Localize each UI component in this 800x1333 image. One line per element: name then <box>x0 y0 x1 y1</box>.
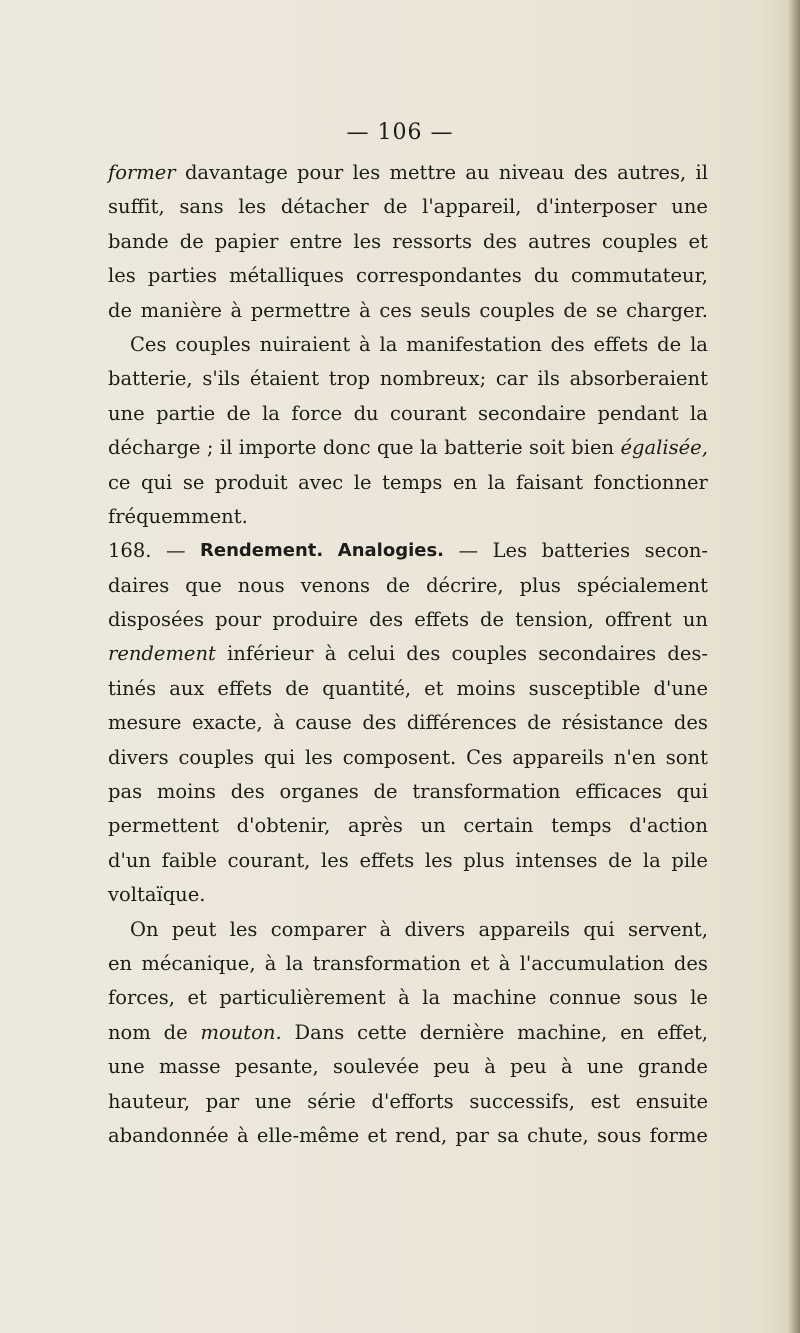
word: la <box>422 986 441 1010</box>
word: que <box>376 436 414 460</box>
word: fonctionner <box>593 470 708 494</box>
word: plus <box>463 848 505 872</box>
word: trop <box>328 367 371 391</box>
word: pile <box>671 848 708 872</box>
word: du <box>533 264 559 288</box>
word: de <box>179 229 204 253</box>
text-line <box>108 569 708 603</box>
section-heading-word: Rendement. <box>200 540 324 562</box>
word: une <box>108 401 145 425</box>
italic-word: rendement <box>108 642 216 666</box>
word: et <box>470 951 490 975</box>
text-line <box>108 1016 708 1050</box>
word: une <box>671 195 708 219</box>
word: nombreux; <box>379 367 487 391</box>
word: en <box>452 470 478 494</box>
word: offrent <box>604 608 672 632</box>
word: efficaces <box>575 780 662 804</box>
word: couples <box>479 298 555 322</box>
word: pour <box>297 161 344 184</box>
word: le <box>353 470 372 494</box>
word: de <box>226 401 251 425</box>
word: connue <box>549 986 621 1010</box>
page-number: — 106 — <box>346 120 454 145</box>
word: nuiraient <box>259 332 351 356</box>
word: disposées <box>108 608 205 632</box>
word: appareils <box>512 745 604 769</box>
word: de <box>163 1020 188 1044</box>
word: effets <box>217 676 273 700</box>
text-line <box>108 637 708 671</box>
page-edge-shadow <box>788 0 800 1333</box>
word: faible <box>161 848 217 872</box>
word: après <box>347 814 403 838</box>
word: il <box>219 436 233 460</box>
word: susceptible <box>528 676 641 700</box>
word: nom <box>108 1020 151 1044</box>
word: batterie, <box>108 367 193 391</box>
word: ensuite <box>635 1089 708 1113</box>
word: s'ils <box>202 367 241 391</box>
word: à <box>359 332 371 356</box>
word: secondaires <box>538 642 657 666</box>
word: sont <box>665 745 708 769</box>
word: organes <box>279 780 359 804</box>
text-line <box>108 190 708 224</box>
word: ils <box>537 367 560 391</box>
word: d'obtenir, <box>236 814 331 838</box>
italic-word: égalisée, <box>620 436 708 460</box>
word: l'appareil, <box>422 195 522 219</box>
word: décharge <box>108 436 201 460</box>
word: effets <box>593 332 649 356</box>
word: de <box>373 780 398 804</box>
word: sous <box>597 1123 642 1147</box>
word: soit <box>529 436 565 460</box>
word: tension, <box>515 608 594 632</box>
text-line <box>108 672 708 706</box>
word: spécialement <box>576 573 708 597</box>
word: de <box>285 676 310 700</box>
word: bien <box>571 436 615 460</box>
word: cause <box>295 711 352 735</box>
word: peut <box>171 917 217 941</box>
word: secondaire <box>478 401 587 425</box>
word: une <box>108 1055 145 1079</box>
text-line <box>108 844 708 878</box>
word: série <box>307 1089 356 1113</box>
word: soulevée <box>332 1055 420 1079</box>
word: intenses <box>515 848 598 872</box>
word: se <box>182 470 205 494</box>
word: à <box>498 951 511 975</box>
word: les <box>321 848 349 872</box>
word: à <box>379 917 392 941</box>
word: des <box>362 711 397 735</box>
word: autres, <box>617 161 687 184</box>
word: des- <box>667 642 708 666</box>
word: masse <box>158 1055 221 1079</box>
word: celui <box>347 642 396 666</box>
word: des <box>573 161 608 184</box>
word: faisant <box>516 470 584 494</box>
word: ces <box>379 298 412 322</box>
word: métalliques <box>229 264 344 288</box>
word: les <box>424 848 453 872</box>
word: couples <box>601 229 678 253</box>
word: est <box>590 1089 621 1113</box>
word: et <box>424 676 444 700</box>
word: et <box>367 1123 387 1147</box>
word: ; <box>206 436 214 460</box>
word: transformation <box>412 780 561 804</box>
word: — <box>458 539 479 563</box>
italic-word: mouton. <box>200 1020 282 1044</box>
word: qui <box>141 470 173 494</box>
word: manifestation <box>406 332 542 356</box>
word: On <box>130 917 159 941</box>
word: transformation <box>312 951 461 975</box>
word: bande <box>108 229 169 253</box>
text-line <box>108 1119 708 1153</box>
word: venons <box>300 573 371 597</box>
word: davantage <box>184 161 288 184</box>
section-heading-word: Analogies. <box>337 540 445 562</box>
text-line <box>108 1050 708 1084</box>
word: différences <box>406 711 517 735</box>
word: pas <box>108 780 143 804</box>
word: moins <box>456 676 516 700</box>
text-line <box>108 947 708 981</box>
word: un <box>420 814 446 838</box>
text-line <box>108 431 708 465</box>
word: des <box>673 711 708 735</box>
text-line <box>108 809 708 843</box>
word: temps <box>382 470 443 494</box>
word: de <box>657 332 682 356</box>
word: quantité, <box>322 676 412 700</box>
word: courant <box>390 401 467 425</box>
word: qui <box>263 745 296 769</box>
text-line <box>108 500 708 534</box>
word: manière <box>140 298 222 322</box>
word: du <box>353 401 379 425</box>
word: pesante, <box>234 1055 319 1079</box>
word: couples <box>451 642 528 666</box>
word: cette <box>357 1020 407 1044</box>
word: aux <box>169 676 205 700</box>
word: la <box>419 436 438 460</box>
word: sous <box>633 986 678 1010</box>
word: 168. <box>108 539 152 563</box>
word: étaient <box>249 367 320 391</box>
word: Ces <box>466 745 503 769</box>
word: la <box>690 401 708 425</box>
body-text <box>108 156 708 1153</box>
word: que <box>185 573 222 597</box>
word: à <box>230 298 243 322</box>
word: secon- <box>644 539 708 563</box>
text-line <box>108 1085 708 1119</box>
word: elle-même <box>256 1123 360 1147</box>
word: à <box>359 298 371 322</box>
word: la <box>487 470 506 494</box>
word: — <box>165 539 186 563</box>
word: ce <box>108 470 131 494</box>
italic-word: former <box>108 161 176 184</box>
word: moins <box>156 780 216 804</box>
word: une <box>254 1089 292 1113</box>
word: entre <box>289 229 343 253</box>
text-line <box>108 466 708 500</box>
word: mettre <box>389 161 457 184</box>
word: qui <box>583 917 615 941</box>
word: les <box>238 195 267 219</box>
text-line <box>108 603 708 637</box>
word: autres <box>528 229 591 253</box>
word: au <box>465 161 490 184</box>
word: et <box>688 229 708 253</box>
word: divers <box>404 917 466 941</box>
word: certain <box>463 814 534 838</box>
word: des <box>673 951 708 975</box>
word: rend, <box>395 1123 448 1147</box>
word: des <box>483 229 518 253</box>
word: Les <box>492 539 528 563</box>
word: forme <box>649 1123 708 1147</box>
word: particulièrement <box>219 986 386 1010</box>
word: successifs, <box>469 1089 575 1113</box>
word: de <box>527 711 552 735</box>
word: donc <box>322 436 371 460</box>
word: Dans <box>294 1020 345 1044</box>
word: d'action <box>629 814 708 838</box>
word: forces, <box>108 986 175 1010</box>
word: peu <box>433 1055 470 1079</box>
word: à <box>484 1055 496 1079</box>
word: exacte, <box>191 711 263 735</box>
word: de <box>563 298 588 322</box>
word: correspondantes <box>356 264 522 288</box>
word: à <box>237 1123 249 1147</box>
word: parties <box>147 264 217 288</box>
word: fréquemment. <box>108 504 248 528</box>
word: seuls <box>420 298 471 322</box>
word: absorberaient <box>569 367 708 391</box>
word: temps <box>551 814 612 838</box>
word: par <box>205 1089 240 1113</box>
word: couples <box>178 745 254 769</box>
word: des <box>406 642 441 666</box>
word: car <box>495 367 528 391</box>
word: pour <box>215 608 262 632</box>
word: mécanique, <box>141 951 256 975</box>
word: le <box>690 986 708 1010</box>
word: Ces <box>130 332 167 356</box>
word: produire <box>272 608 358 632</box>
word: les <box>108 264 136 288</box>
word: se <box>595 298 618 322</box>
word: courant, <box>227 848 311 872</box>
word: composent. <box>342 745 457 769</box>
word: avec <box>298 470 344 494</box>
word: batterie <box>444 436 523 460</box>
word: comparer <box>270 917 367 941</box>
word: nous <box>237 573 285 597</box>
word: voltaïque. <box>108 883 206 907</box>
word: les <box>352 161 381 184</box>
word: grande <box>637 1055 708 1079</box>
word: d'une <box>653 676 708 700</box>
word: d'interposer <box>536 195 657 219</box>
word: couples <box>175 332 251 356</box>
word: servent, <box>627 917 708 941</box>
word: permettre <box>250 298 351 322</box>
text-line <box>108 741 708 775</box>
text-line <box>108 397 708 431</box>
word: les <box>305 745 333 769</box>
word: chute, <box>527 1123 589 1147</box>
word: de <box>108 298 133 322</box>
word: une <box>586 1055 624 1079</box>
word: de <box>608 848 633 872</box>
text-line <box>108 156 708 190</box>
word: des <box>230 780 265 804</box>
word: commutateur, <box>571 264 708 288</box>
word: daires <box>108 573 170 597</box>
word: appareils <box>478 917 570 941</box>
word: plus <box>519 573 561 597</box>
word: d'efforts <box>371 1089 454 1113</box>
word: qui <box>676 780 708 804</box>
word: machine <box>452 986 537 1010</box>
word: produit <box>214 470 288 494</box>
word: effets <box>359 848 415 872</box>
word: effet, <box>657 1020 708 1044</box>
text-line <box>108 706 708 740</box>
word: papier <box>214 229 279 253</box>
word: hauteur, <box>108 1089 191 1113</box>
word: à <box>324 642 337 666</box>
word: permettent <box>108 814 219 838</box>
word: à <box>273 711 285 735</box>
word: à <box>264 951 277 975</box>
word: de <box>383 195 408 219</box>
word: les <box>229 917 258 941</box>
word: effets <box>414 608 469 632</box>
word: charger. <box>626 298 708 322</box>
text-line <box>108 328 708 362</box>
word: l'accumulation <box>519 951 665 975</box>
word: d'un <box>108 848 151 872</box>
word: machine, <box>517 1020 608 1044</box>
text-line <box>108 878 708 912</box>
text-line <box>108 362 708 396</box>
word: inférieur <box>227 642 314 666</box>
word: niveau <box>498 161 565 184</box>
word: par <box>455 1123 489 1147</box>
text-line <box>108 775 708 809</box>
word: des <box>550 332 585 356</box>
text-line <box>108 225 708 259</box>
word: un <box>682 608 708 632</box>
word: en <box>108 951 133 975</box>
text-line <box>108 981 708 1015</box>
word: les <box>353 229 382 253</box>
word: la <box>690 332 708 356</box>
word: de <box>480 608 505 632</box>
word: sans <box>179 195 224 219</box>
word: pendant <box>597 401 679 425</box>
word: force <box>291 401 343 425</box>
text-line <box>108 534 708 568</box>
word: il <box>695 161 708 184</box>
word: suffit, <box>108 195 165 219</box>
word: sa <box>497 1123 519 1147</box>
word: mesure <box>108 711 182 735</box>
word: ressorts <box>392 229 472 253</box>
text-line <box>108 294 708 328</box>
word: n'en <box>613 745 656 769</box>
word: abandonnée <box>108 1123 229 1147</box>
word: tinés <box>108 676 157 700</box>
word: peu <box>510 1055 547 1079</box>
word: des <box>369 608 404 632</box>
word: décrire, <box>426 573 504 597</box>
word: la <box>642 848 661 872</box>
word: divers <box>108 745 169 769</box>
word: résistance <box>561 711 664 735</box>
word: à <box>398 986 410 1010</box>
word: partie <box>156 401 216 425</box>
text-line <box>108 259 708 293</box>
word: importe <box>238 436 317 460</box>
word: la <box>285 951 304 975</box>
word: dernière <box>419 1020 505 1044</box>
word: détacher <box>280 195 369 219</box>
word: à <box>561 1055 573 1079</box>
text-line <box>108 913 708 947</box>
word: la <box>379 332 398 356</box>
word: et <box>187 986 207 1010</box>
word: la <box>262 401 280 425</box>
word: en <box>620 1020 645 1044</box>
word: batteries <box>541 539 631 563</box>
word: de <box>386 573 411 597</box>
